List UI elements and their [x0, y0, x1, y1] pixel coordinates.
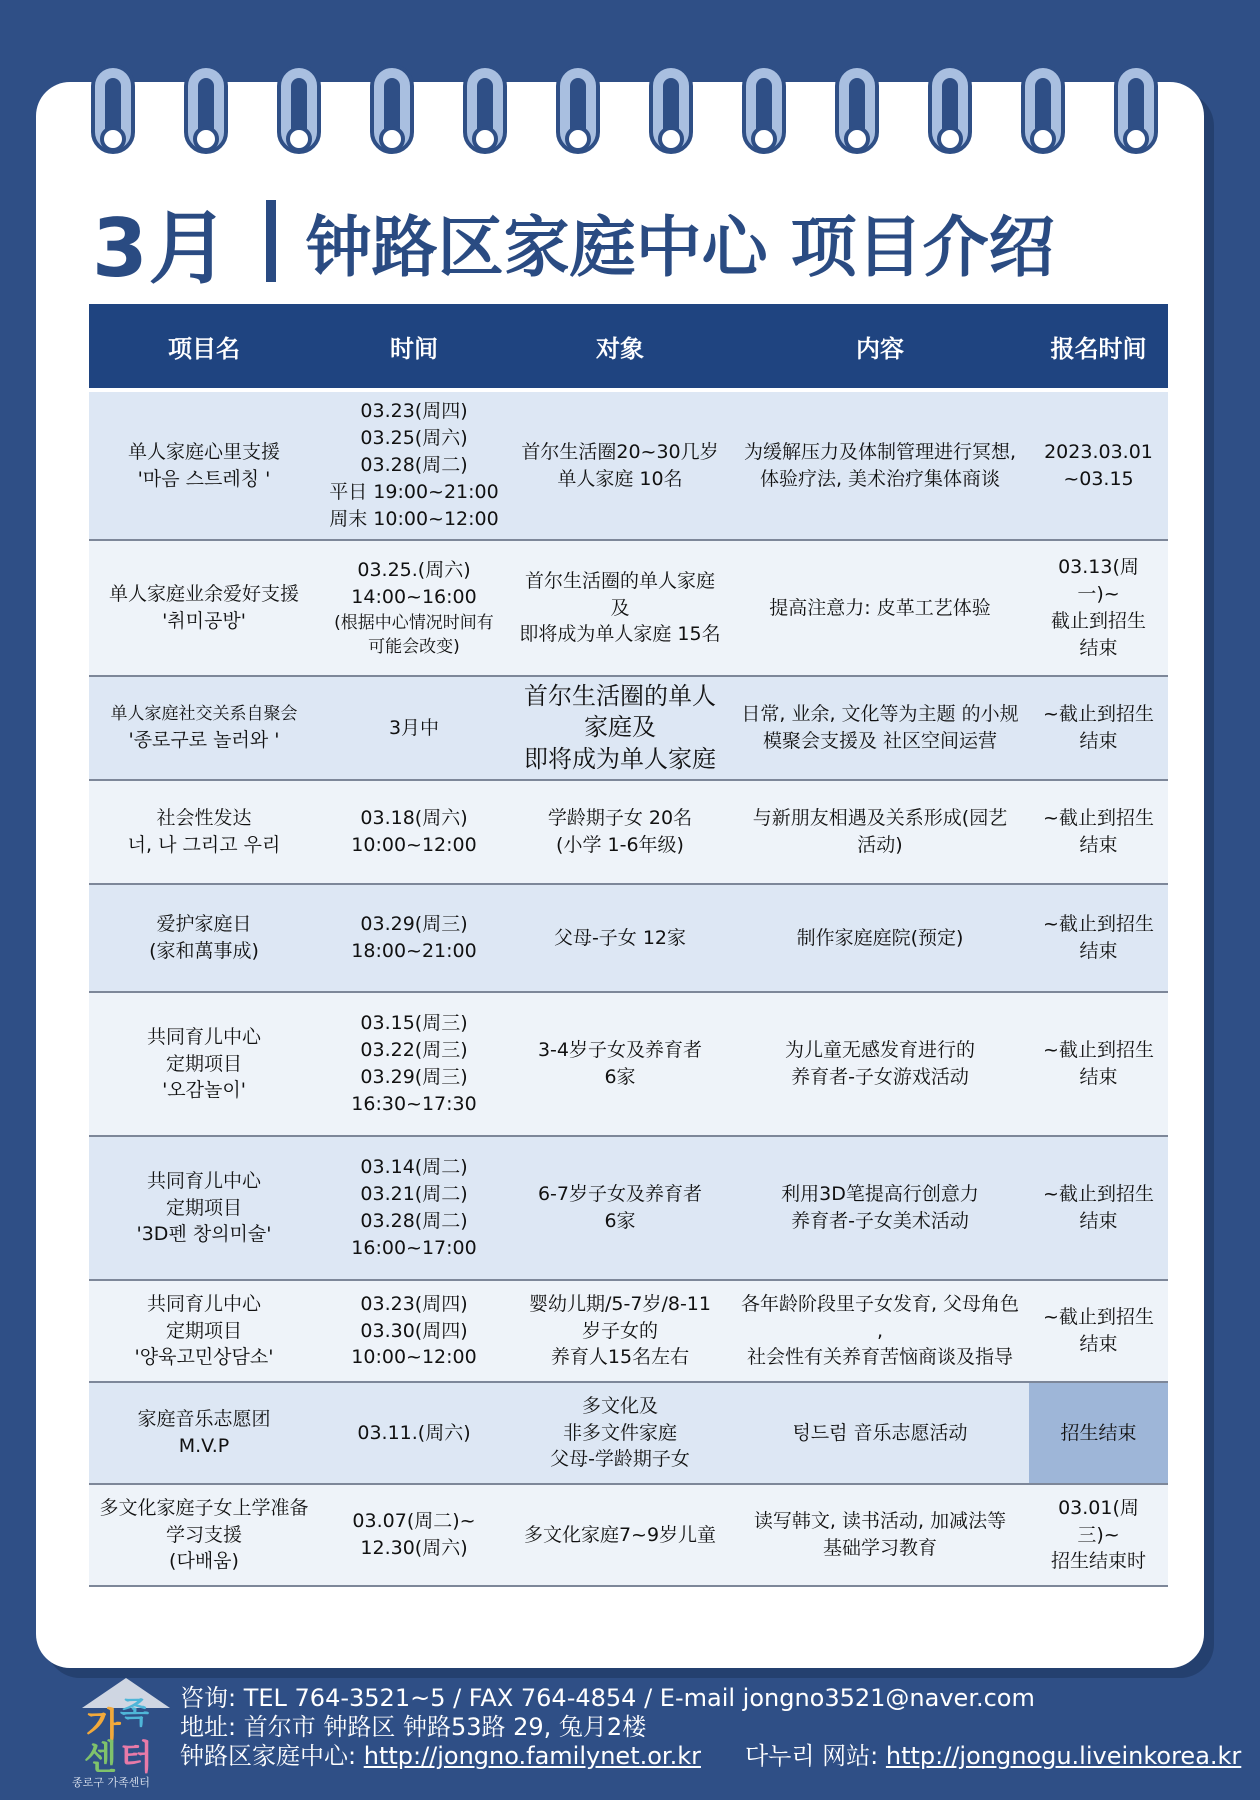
site2-label: 다누리 网站: [744, 1742, 886, 1770]
cell-target: 父母-子女 12家 [509, 884, 731, 992]
logo-caption: 종로구 가족센터 [72, 1776, 150, 1789]
ring-icon [91, 64, 135, 160]
cell-time: 03.14(周二) 03.21(周二) 03.28(周二) 16:00~17:00 [319, 1136, 509, 1280]
cell-name: 共同育儿中心 定期项目 '오감놀이' [89, 992, 319, 1136]
cell-registration: ~截止到招生 结束 [1029, 1280, 1168, 1382]
cell-target: 学龄期子女 20名 (小学 1-6年级) [509, 780, 731, 884]
header-target: 对象 [509, 304, 731, 388]
cell-name: 共同育儿中心 定期项目 '3D펜 창의미술' [89, 1136, 319, 1280]
cell-name: 单人家庭心里支援 '마음 스트레칭 ' [89, 392, 319, 540]
site2-link[interactable]: http://jongnogu.liveinkorea.kr [885, 1742, 1242, 1770]
cell-time: 03.23(周四) 03.25(周六) 03.28(周二) 平日 19:00~21:00 周末 10:00~12:00 [319, 392, 509, 540]
table-row [89, 1382, 1168, 1484]
cell-name: 爱护家庭日 (家和萬事成) [89, 884, 319, 992]
ring-icon [184, 64, 228, 160]
cell-registration: ~截止到招生 结束 [1029, 780, 1168, 884]
ring-icon [556, 64, 600, 160]
cell-time: 03.18(周六) 10:00~12:00 [319, 780, 509, 884]
cell-time: 03.15(周三) 03.22(周三) 03.29(周三) 16:30~17:30 [319, 992, 509, 1136]
family-center-logo: 가 족 센 터 종로구 가족센터 [76, 1678, 172, 1796]
cell-registration: ~截止到招生 结束 [1029, 992, 1168, 1136]
title-month: 3月 [92, 201, 230, 295]
cell-target: 多文化及 非多文件家庭 父母-学龄期子女 [509, 1382, 731, 1484]
table-row [89, 780, 1168, 884]
cell-target: 首尔生活圈的单人 家庭及 即将成为单人家庭 [509, 676, 731, 780]
cell-name: 多文化家庭子女上学准备 学习支援 (다배움) [89, 1484, 319, 1586]
cell-time: 03.07(周二)~ 12.30(周六) [319, 1484, 509, 1586]
cell-time: 03.29(周三) 18:00~21:00 [319, 884, 509, 992]
ring-icon [463, 64, 507, 160]
table-row [89, 1280, 1168, 1382]
table-row [89, 884, 1168, 992]
spiral-rings [0, 0, 1260, 170]
cell-registration: 2023.03.01 ~03.15 [1029, 392, 1168, 540]
cell-content: 日常, 业余, 文化等为主题 的小规 模聚会支援及 社区空间运营 [731, 676, 1029, 780]
title-main: 钟路区家庭中心 项目介绍 [305, 208, 1055, 286]
cell-name: 单人家庭业余爱好支援 '취미공방' [89, 540, 319, 676]
cell-registration-closed: 招生结束 [1029, 1382, 1168, 1484]
site1-label: 钟路区家庭中心: [180, 1742, 364, 1770]
ring-icon [742, 64, 786, 160]
site1-link[interactable]: http://jongno.familynet.or.kr [363, 1742, 701, 1770]
cell-time: 03.25.(周六) 14:00~16:00 (根据中心情况时间有 可能会改变) [319, 540, 509, 676]
cell-target: 3-4岁子女及养育者 6家 [509, 992, 731, 1136]
header-registration: 报名时间 [1029, 304, 1168, 388]
cell-target: 多文化家庭7~9岁儿童 [509, 1484, 731, 1586]
ring-icon [1114, 64, 1158, 160]
cell-name: 家庭音乐志愿团 M.V.P [89, 1382, 319, 1484]
cell-target: 婴幼儿期/5-7岁/8-11 岁子女的 养育人15名左右 [509, 1280, 731, 1382]
table-row [89, 1484, 1168, 1586]
cell-name: 单人家庭社交关系自聚会 '종로구로 놀러와 ' [89, 676, 319, 780]
cell-registration: ~截止到招生 结束 [1029, 676, 1168, 780]
cell-content: 텅드럼 音乐志愿活动 [731, 1382, 1029, 1484]
cell-content: 制作家庭庭院(预定) [731, 884, 1029, 992]
cell-content: 利用3D笔提高行创意力 养育者-子女美术活动 [731, 1136, 1029, 1280]
cell-target: 首尔生活圈20~30几岁 单人家庭 10名 [509, 392, 731, 540]
ring-icon [928, 64, 972, 160]
cell-time: 3月中 [319, 676, 509, 780]
contact-info [180, 1684, 1241, 1771]
cell-content: 提高注意力: 皮革工艺体验 [731, 540, 1029, 676]
ring-icon [370, 64, 414, 160]
program-table [89, 304, 1168, 1587]
cell-name: 共同育儿中心 定期项目 '양육고민상담소' [89, 1280, 319, 1382]
cell-target: 6-7岁子女及养育者 6家 [509, 1136, 731, 1280]
cell-content: 为缓解压力及体制管理进行冥想, 体验疗法, 美术治疗集体商谈 [731, 392, 1029, 540]
cell-content: 读写韩文, 读书活动, 加减法等 基础学习教育 [731, 1484, 1029, 1586]
website-line [180, 1742, 1241, 1771]
table-row [89, 992, 1168, 1136]
cell-time: 03.11.(周六) [319, 1382, 509, 1484]
header-name: 项目名 [89, 304, 319, 388]
cell-registration: 03.01(周 三)~ 招生结束时 [1029, 1484, 1168, 1586]
table-row [89, 392, 1168, 540]
cell-content: 各年龄阶段里子女发育, 父母角色 , 社会性有关养育苦恼商谈及指导 [731, 1280, 1029, 1382]
cell-target: 首尔生活圈的单人家庭 及 即将成为单人家庭 15名 [509, 540, 731, 676]
table-row [89, 1136, 1168, 1280]
footer [0, 1670, 1260, 1800]
cell-name: 社会性发达 너, 나 그리고 우리 [89, 780, 319, 884]
cell-registration: ~截止到招生 结束 [1029, 1136, 1168, 1280]
cell-content: 为儿童无感发育进行的 养育者-子女游戏活动 [731, 992, 1029, 1136]
page-title [92, 196, 1055, 295]
cell-registration: ~截止到招生 结束 [1029, 884, 1168, 992]
ring-icon [649, 64, 693, 160]
header-content: 内容 [731, 304, 1029, 388]
contact-line: 咨询: TEL 764-3521~5 / FAX 764-4854 / E-mail jongno3521@naver.com [180, 1684, 1035, 1712]
cell-content: 与新朋友相遇及关系形成(园艺 活动) [731, 780, 1029, 884]
cell-time: 03.23(周四) 03.30(周四) 10:00~12:00 [319, 1280, 509, 1382]
table-row [89, 540, 1168, 676]
cell-registration: 03.13(周 一)~ 截止到招生 结束 [1029, 540, 1168, 676]
ring-icon [277, 64, 321, 160]
ring-icon [835, 64, 879, 160]
ring-icon [1021, 64, 1065, 160]
title-divider [266, 200, 276, 282]
header-time: 时间 [319, 304, 509, 388]
address-line: 地址: 首尔市 钟路区 钟路53路 29, 兔月2楼 [180, 1713, 647, 1741]
table-row [89, 676, 1168, 780]
table-header-row [89, 304, 1168, 388]
